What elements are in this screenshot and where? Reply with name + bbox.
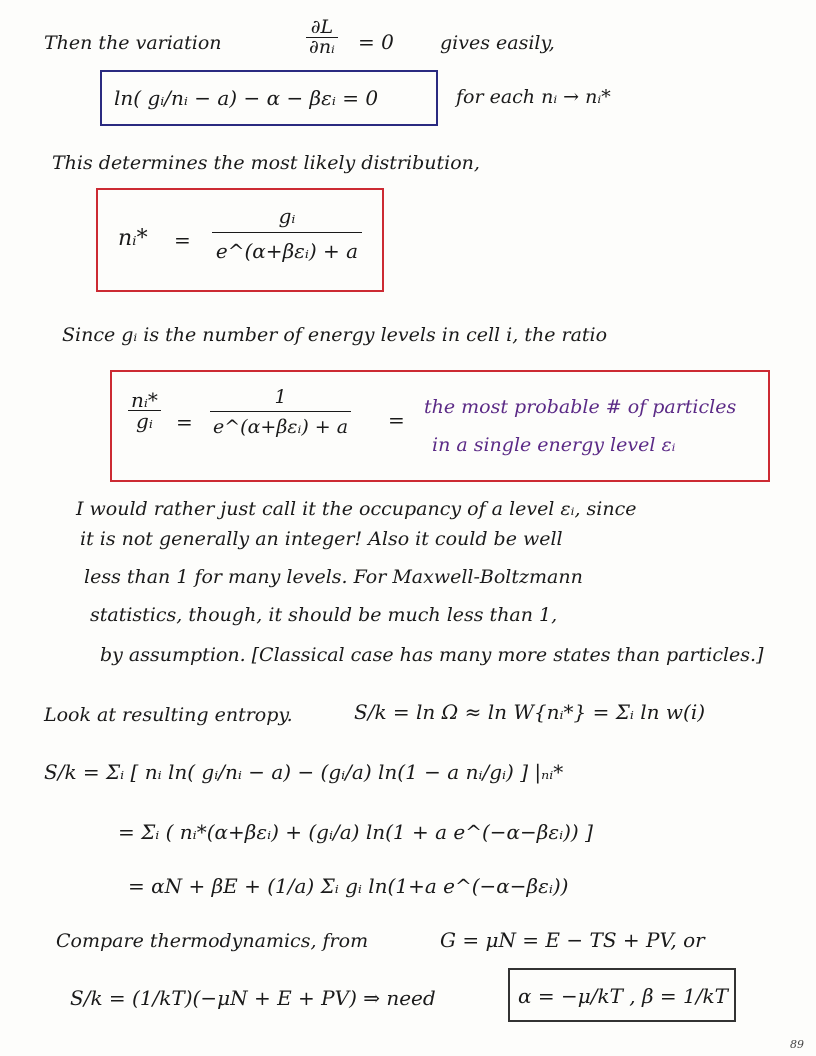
entropy-relation: S/k = ln Ω ≈ ln W{nᵢ*} = Σᵢ ln w(i) [354, 700, 706, 724]
occupancy-den: e^(α+βεᵢ) + a [213, 416, 349, 438]
partial-num: ∂L [306, 18, 338, 38]
occupancy-fraction [210, 388, 351, 437]
line-1-tail: gives easily, [440, 32, 555, 54]
entropy-lead: Look at resulting entropy. [44, 704, 293, 726]
occupancy-lhs-num: nᵢ* [128, 390, 161, 411]
occupancy-note-1: the most probable # of particles [424, 396, 737, 418]
final-relation: S/k = (1/kT)(−μN + E + PV) ⇒ need [70, 986, 436, 1010]
occupancy-eq: = [176, 410, 193, 434]
entropy-line-3: = αN + βE + (1/a) Σᵢ gᵢ ln(1+a e^(−α−βεᵢ)) [128, 874, 569, 898]
distribution-den: e^(α+βεᵢ) + a [215, 239, 359, 263]
line-1-eq: = 0 [358, 30, 394, 54]
condition-tail: for each nᵢ → nᵢ* [456, 86, 611, 108]
entropy-line-1: S/k = Σᵢ [ nᵢ ln( gᵢ/nᵢ − a) − (gᵢ/a) ln(1 − a nᵢ/gᵢ) ] |ₙᵢ* [44, 760, 564, 784]
page-number: 89 [790, 1038, 804, 1051]
final-box-text: α = −μ/kT , β = 1/kT [518, 984, 728, 1008]
para-line-3: less than 1 for many levels. For Maxwell-Boltzmann [84, 566, 583, 588]
occupancy-num: 1 [210, 388, 351, 412]
para-line-4: statistics, though, it should be much less than 1, [90, 604, 558, 626]
condition-equation: ln( gᵢ/nᵢ − a) − α − βεᵢ = 0 [114, 86, 379, 110]
para-line-5: by assumption. [Classical case has many more states than particles.] [100, 644, 764, 666]
para-line-1: I would rather just call it the occupancy of a level εᵢ, since [76, 498, 637, 520]
distribution-num: gᵢ [212, 206, 362, 233]
occupancy-lhs [128, 390, 161, 431]
line-1-lead: Then the variation [44, 32, 222, 54]
compare-relation: G = μN = E − TS + PV, or [440, 928, 705, 952]
occupancy-note-2: in a single energy level εᵢ [432, 434, 676, 456]
entropy-line-2: = Σᵢ ( nᵢ*(α+βεᵢ) + (gᵢ/a) ln(1 + a e^(−α−βεᵢ)) ] [118, 820, 593, 844]
occupancy-box [110, 370, 770, 482]
n-star: nᵢ* [118, 226, 148, 251]
partial-derivative [306, 18, 338, 57]
box1-eq: = [174, 228, 191, 252]
partial-den: ∂nᵢ [309, 36, 335, 58]
line-4: Since gᵢ is the number of energy levels in cell i, the ratio [62, 324, 608, 346]
line-3: This determines the most likely distribution, [52, 152, 480, 174]
distribution-fraction [212, 206, 362, 261]
occupancy-lhs-den: gᵢ [136, 409, 153, 433]
para-line-2: it is not generally an integer! Also it could be well [80, 528, 563, 550]
occupancy-eq2: = [388, 408, 405, 432]
compare-lead: Compare thermodynamics, from [56, 930, 369, 952]
